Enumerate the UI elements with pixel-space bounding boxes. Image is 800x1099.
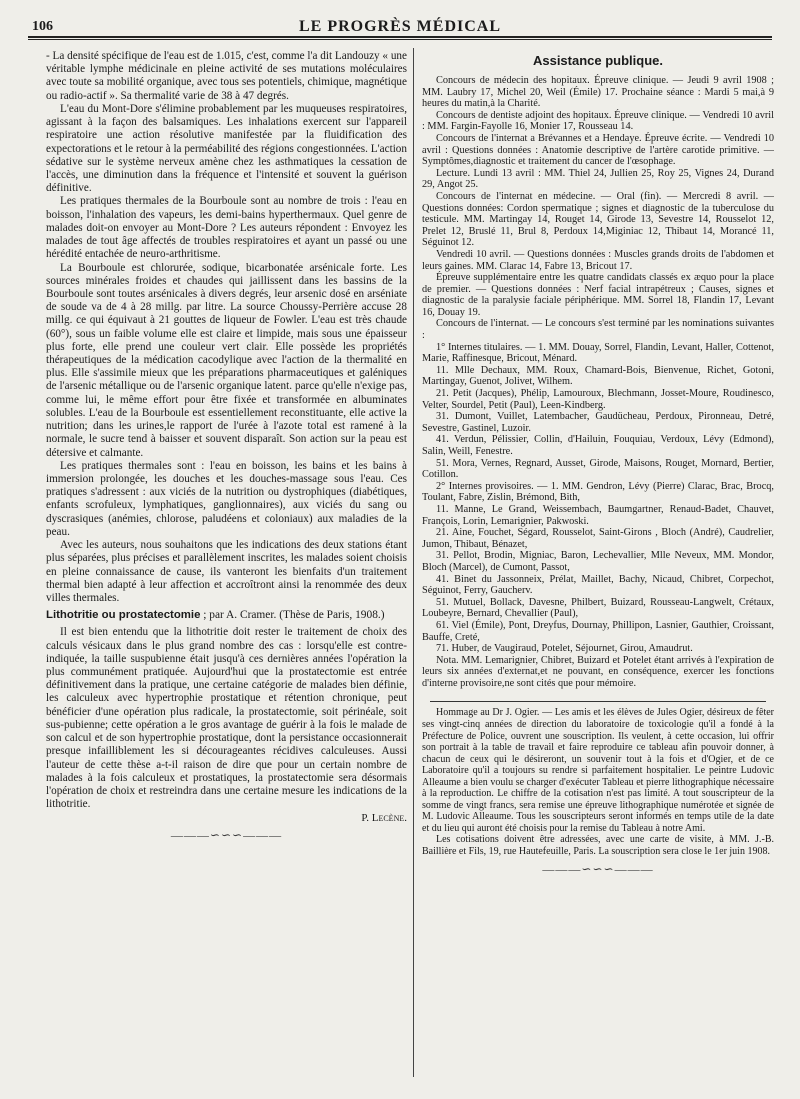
right-paragraph: 51. Mora, Vernes, Regnard, Ausset, Girode, Maisons, Rouget, Mornard, Bertier, Cotillon. xyxy=(422,457,774,481)
right-paragraph: Concours de l'internat. — Le concours s'est terminé par les nominations suivantes : xyxy=(422,318,774,342)
section-title: Assistance publique. xyxy=(532,53,664,68)
article-author: ; par A. Cramer. (Thèse de Paris, 1908.) xyxy=(203,609,385,622)
right-paragraph: 1° Internes titulaires. — 1. MM. Douay, Sorrel, Flandin, Levant, Haller, Cottenot, Marie, Raffinesque, Bricout, Ménard. xyxy=(422,341,774,365)
hommage-paragraph: Hommage au Dr J. Ogier. — Les amis et les élèves de Jules Ogier, désireux de fêter ses vingt-cinq années de direction du laboratoire de toxicologie qu'il a fondé à la Préfecture de Police, ouvrent une souscription. Ils veulent, à cette occasion, lui offrir son portrait à la table de travail et faire reproduire ce tableau afin pouvoir donner, à chacun de ceux qui le désireront, un souvenir tout à la fois et d'Ogier, et de ce Laboratoire qu'il a toujours su rendre si parfaitement hospitalier. Le peintre Ludovic Alleaume a bien voulu se charger d'exécuter Tableau et pierre lithographique nécessaire à la reproduction. Le chiffre de la cotisation n'est pas limité. A tout souscripteur de la somme de vingt francs, sera remise une épreuve lithographique numérotée et signée de M. Ludovic Alleaume. Tous les souscripteurs seront informés en temps utile de la date et du lieu qui auront été choisis pour la remise du Tableau à notre Ami. xyxy=(422,707,774,834)
left-ornament: ———∽∽∽——— xyxy=(170,828,283,843)
right-paragraph: 21. Petit (Jacques), Phélip, Lamouroux, Blechmann, Josset-Moure, Roudinesco, Velter, Sourdel, Petit (Paul), Leen-Kindberg. xyxy=(422,388,774,411)
right-paragraph: 41. Binet du Jassonneix, Prélat, Maillet, Bachy, Nicaud, Chibret, Corpechot, Séguinot, Ferry, Gaucherv. xyxy=(422,573,774,597)
journal-title: LE PROGRÈS MÉDICAL xyxy=(298,18,502,35)
page-number: 106 xyxy=(32,19,53,34)
left-column xyxy=(46,50,407,1080)
left-paragraph: - La densité spécifique de l'eau est de 1.015, c'est, comme l'a dit Landouzy « une véritable lymphe médicinale en pleine activité de ses mutations moléculaires avec toute sa mobilité organique, avec tous ses potentiels, chimique, magnétique ou radio-actif ». Sa thermalité varie de 38 à 47 degrés. xyxy=(46,50,407,102)
right-paragraph: Lecture. Lundi 13 avril : MM. Thiel 24, Jullien 25, Roy 25, Vignes 24, Durand 29, Angot 25. xyxy=(422,167,774,191)
right-paragraph: 11. Manne, Le Grand, Weissembach, Baumgartner, Renaud-Badet, Chauvet, François, Lorin, Lemarignier, Pakwoski. xyxy=(422,503,774,527)
article-signature: P. Lecène. xyxy=(361,812,407,825)
section-separator xyxy=(430,701,766,702)
column-divider xyxy=(413,48,414,1077)
right-paragraph: 31. Pellot, Brodin, Migniac, Baron, Lechevallier, Mlle Neveux, MM. Mondor, Bloch (Marcel), de Cumont, Passot, xyxy=(422,550,774,573)
right-column xyxy=(422,50,774,1080)
right-paragraph: 21. Aine, Fouchet, Ségard, Rousselot, Saint-Girons , Bloch (André), Caudrelier, Jumon, Thibaut, Bénazet, xyxy=(422,527,774,550)
right-paragraph: 71. Huber, de Vaugiraud, Potelet, Séjournet, Girou, Amaudrut. xyxy=(436,643,693,655)
right-ornament: ———∽∽∽——— xyxy=(542,861,654,876)
article-heading xyxy=(46,609,407,622)
left-paragraph: L'eau du Mont-Dore s'élimine probablement par les muqueuses respiratoires, agissant à la façon des balsamiques. Les inhalations exercent sur l'appareil respiratoire une action résolutive manifestée par la fluidification des expectorations et le retour à la perméabilité des régions congestionnées. L'action sédative sur le système nerveux amène chez les asthmatiques la cessation de l'accès, une diminution dans la fréquence et l'intensité et souvent la guérison définitive. xyxy=(46,102,407,195)
right-paragraph: Concours de l'internat en médecine. — Oral (fin). — Mercredi 8 avril. — Questions données: Cordon spermatique ; signes et diagnostic de la tuberculose du testicule. MM. Martingay 14, Rouget 14, Girode 13, Sevestre 14, Rousselot 12, Prelet 12, Bruslé 11, Brul 8, Perdoux 14,Miginiac 12, Thibaut 14, Morancé 11, Séguinot 12. xyxy=(422,190,774,249)
right-paragraph: 51. Mutuel, Bollack, Davesne, Philbert, Buizard, Rousseau-Langwelt, Crétaux, Loubeyre, Bernard, Chevallier (Paul), xyxy=(422,596,774,620)
right-paragraph: 31. Dumont, Vuillet, Latembacher, Gaudücheau, Perdoux, Pironneau, Detré, Sevestre, Gastinel, Luzoir. xyxy=(422,411,774,434)
right-paragraph: Épreuve supplémentaire entre les quatre candidats classés ex æquo pour la place de premier. — Questions données : Nerf facial intrapétreux ; Causes, signes et diagnostic de la paralysie faciale périphérique. MM. Sorrel 18, Flandin 17, Levant 16, Douay 19. xyxy=(422,272,774,318)
right-paragraph: Concours de dentiste adjoint des hopitaux. Épreuve clinique. — Vendredi 10 avril : MM. Fargin-Fayolle 16, Monier 17, Rousseau 14. xyxy=(422,109,774,133)
left-paragraph: Les pratiques thermales de la Bourboule sont au nombre de trois : l'eau en boisson, l'inhalation des vapeurs, les demi-bains hyperthermaux. Quel genre de malades doit-on envoyer au Mont-Dore ? Les auteurs répondent : Envoyez les malades de tout âge affectés de troubles respiratoires et ayant un passé ou une hérédité entachée de neuro-arthritisme. xyxy=(46,195,407,261)
article-title: Lithotritie ou prostatectomie xyxy=(46,609,201,622)
left-paragraph: La Bourboule est chlorurée, sodique, bicarbonatée arsénicale forte. Les sources minérales froides et chaudes qui jaillissent dans les bassins de la Bourboule sont toutes arsénicales à divers degrés, leur arsenic dosé en arséniate de soude va de 4 à 28 millg. par litre. La source Choussy-Perrière accuse 28 millg. ce qui équivaut à 21 gouttes de liqueur de Fowler. L'eau est très chaude (60°), sous un faible volume elle est claire et limpide, mais sous une épaisseur plus forte, elle prend une couleur vert clair. Elle possède les propriétés thérapeutiques de la médication cacodylique avec l'action de la thermalité en plus. Elle s'assimile mieux que les préparations pharmaceutiques et galéniques de l'arsenic métallique ou de l'arsenic organique latent. parce qu'elle n'exige pas, comme lui, le même effort pour être fixée et transformée en albuminates solubles. L'eau de la Bourboule est essentiellement reconstituante, elle active la nutrition; dans les urines,le rapport de l'urée à l'azote total est ramené à la normale, le sucre tend à baisser et souvent disparaît. Son action sur la peau est détersive et calmante. xyxy=(46,261,407,459)
page-header xyxy=(28,14,772,38)
article-body: Il est bien entendu que la lithotritie doit rester le traitement de choix des calculs vésicaux dans le plus grand nombre des cas : lorsqu'elle est contre-indiquée, la taille suspubienne était jusqu'à ces dernières années l'opération la plus communément pratiquée. Aujourd'hui que la prostatectomie est entrée définitivement dans la pratique, une certaine catégorie de malades bien définie, les calculeux avec hypertrophie prostatique et rétention chronique, peut bénéficier d'une opération plus radicale, la prostatectomie, soit périnéale, soit sus-pubienne; cette opération a le gros avantage de guérir à la fois le malade de son calcul et de son hypertrophie prostatique, dont la persistance occasionnerait presque infailliblement les si décourageantes récidives calculeuses. Aussi l'auteur de cette thèse a-t-il raison de dire que pour un certain nombre de malades à la fois calculeux et prostatiques, la prostatectomie sera désormais l'opération de choix et restreindra dans une certaine mesure les indications de la lithotritie. xyxy=(46,626,407,811)
right-paragraph: 41. Verdun, Pélissier, Collin, d'Hailuin, Fouquiau, Verdoux, Lévy (Edmond), Salin, Weill, Fenestre. xyxy=(422,434,774,457)
left-paragraph: Les pratiques thermales sont : l'eau en boisson, les bains et les bains à immersion prolongée, les douches et les douches-massage sous l'eau. Ces pratiques s'adressent : aux viciés de la nutrition ou dystrophiques (diabétiques, enfants scrofuleux, lymphatiques, ganglionnaires), aux viciés du sang ou dyscrasiques (anémies, chlorose, paludéens et coloniaux) aux maladies de la peau. xyxy=(46,459,407,538)
right-paragraph: 11. Mlle Dechaux, MM. Roux, Chamard-Bois, Bienvenue, Richet, Gotoni, Martingay, Guenot, Jolivet, Wilhem. xyxy=(422,364,774,388)
right-paragraph: Concours de l'internat a Brévannes et a Hendaye. Épreuve écrite. — Vendredi 10 avril : Questions données : Anatomie descriptive de l'artère carotide primitive. — Symptômes,diagnostic et traitement du cancer de l'œsophage. xyxy=(422,132,774,168)
cotisations-paragraph: Les cotisations doivent être adressées, avec une carte de visite, à MM. J.-B. Baillière et Fils, 19, rue Hautefeuille, Paris. La souscription sera close le 1er juin 1908. xyxy=(422,834,774,858)
right-paragraph: Nota. MM. Lemarignier, Chibret, Buizard et Potelet étant arrivés à l'expiration de leurs six années d'externat,et ne pouvant, en conséquence, exercer les fonctions d'interne provisoire,ne sont cités que pour mémoire. xyxy=(422,654,774,689)
header-rule xyxy=(28,39,772,40)
right-paragraph: Vendredi 10 avril. — Questions données : Muscles grands droits de l'abdomen et leurs gaines. MM. Clarac 14, Fabre 13, Bricout 17. xyxy=(422,248,774,272)
right-paragraph: Concours de médecin des hopitaux. Épreuve clinique. — Jeudi 9 avril 1908 ; MM. Laubry 17, Michel 20, Weil (Émile) 17. Prochaine séance : Mardi 5 mai,à 9 heures du matin,à la Charité. xyxy=(422,75,774,110)
right-paragraph: 2° Internes provisoires. — 1. MM. Gendron, Lévy (Pierre) Clarac, Brac, Brocq, Toulant, Fabre, Zislin, Brémond, Bith, xyxy=(422,480,774,504)
left-paragraph: Avec les auteurs, nous souhaitons que les indications des deux stations étant plus séparées, plus précises et parallèlement inscrites, les malades soient choisis en pleine connaissance de cause, ils vanteront les bienfaits d'un traitement thermal bien adapté à leur affection et accroîtront ainsi la renommée des deux villes thermales. xyxy=(46,539,407,604)
right-paragraph: 61. Viel (Émile), Pont, Dreyfus, Dournay, Phillipon, Lasnier, Gauthier, Croissant, Bauffe, Creté, xyxy=(422,619,774,643)
